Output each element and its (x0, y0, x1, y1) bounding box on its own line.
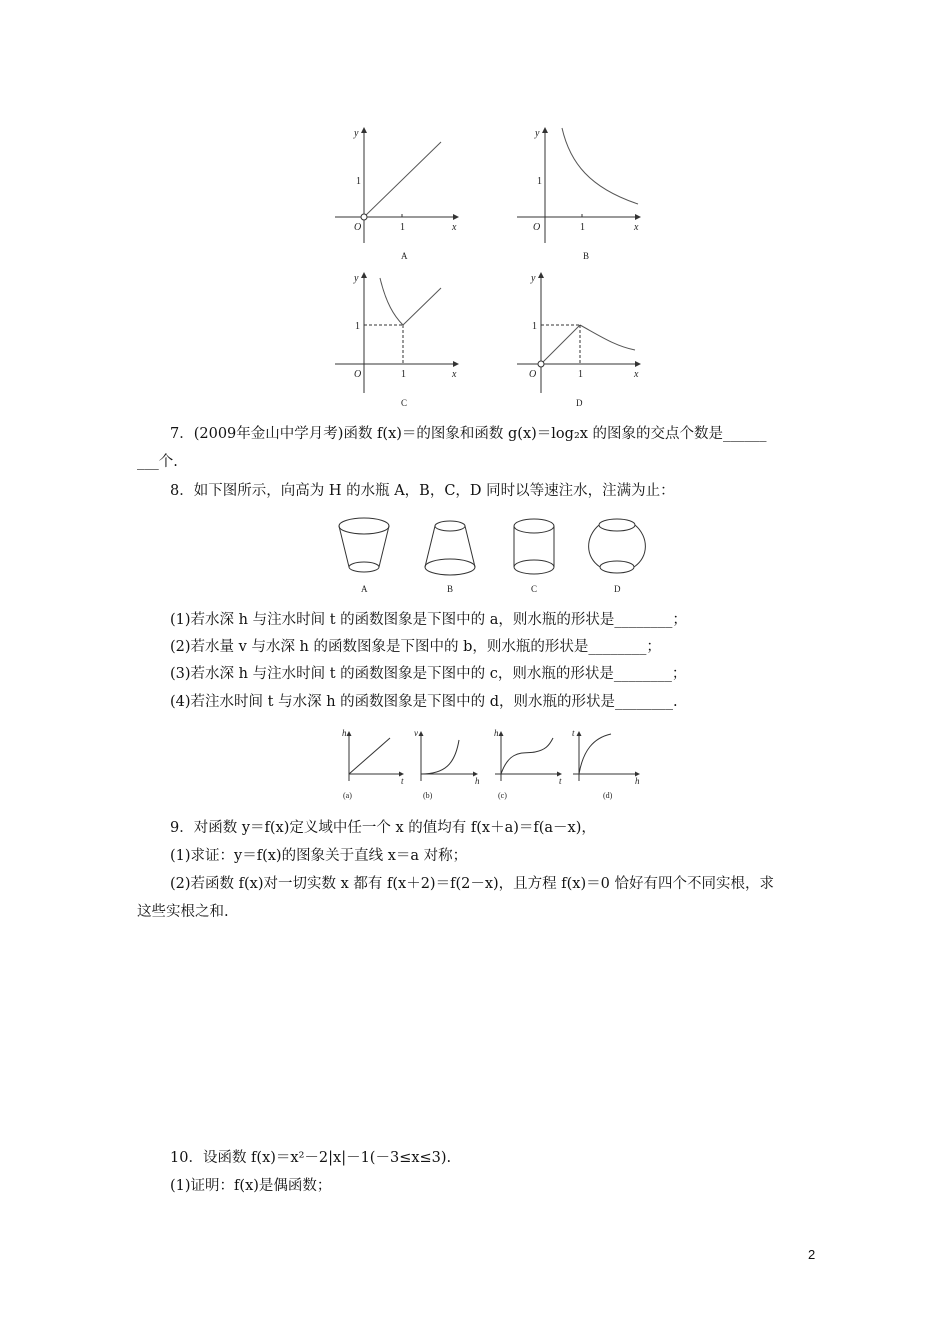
graph-d-origin: O (529, 369, 537, 380)
graph-c-y-label: y (354, 273, 359, 284)
graph-a-origin: O (354, 222, 362, 233)
q9-part2-line1: (2)若函数 f(x)对一切实数 x 都有 f(x＋2)＝f(2－x)，且方程 f(x)＝0 恰好有四个不同实根，求 (170, 876, 774, 892)
q8-intro: 8．如下图所示，向高为 H 的水瓶 A，B，C，D 同时以等速注水，注满为止： (170, 483, 675, 499)
graph-b-small-caption: (b) (423, 791, 433, 800)
graph-a-small-x: t (401, 776, 404, 786)
page-number: 2 (808, 1247, 816, 1262)
graph-d-x-label: x (634, 369, 639, 380)
q10-intro: 10．设函数 f(x)＝x²－2|x|－1(－3≤x≤3). (170, 1150, 452, 1166)
graph-a-small-caption: (a) (343, 791, 352, 800)
graph-a-small-y: h (342, 728, 347, 738)
q8-item-3: (3)若水深 h 与注水时间 t 的函数图象是下图中的 c，则水瓶的形状是________； (170, 666, 687, 682)
graph-c-caption: C (401, 398, 408, 408)
q8-item-2: (2)若水量 v 与水深 h 的函数图象是下图中的 b，则水瓶的形状是________； (170, 639, 661, 655)
q9-intro: 9．对函数 y＝f(x)定义域中任一个 x 的值均有 f(x＋a)＝f(a－x)， (170, 820, 596, 836)
graph-c-origin: O (354, 369, 362, 380)
q8-item-4: (4)若注水时间 t 与水深 h 的函数图象是下图中的 d，则水瓶的形状是________. (170, 694, 678, 710)
graph-d-x-one: 1 (578, 369, 583, 380)
graph-b-caption: B (583, 251, 590, 261)
graph-b-small-y: v (414, 728, 418, 738)
graph-a-y-one: 1 (356, 176, 361, 187)
graph-d-small-caption: (d) (603, 791, 613, 800)
q7-line1: 7．(2009年金山中学月考)函数 f(x)＝的图象和函数 g(x)＝log₂x 的图象的交点个数是______ (170, 426, 767, 442)
bottle-b-label: B (447, 584, 454, 594)
graph-d-small-y: t (572, 728, 575, 738)
rate-graphs-abcd (335, 726, 645, 806)
graph-d-y-one: 1 (532, 321, 537, 332)
q7-line2: ___个. (137, 454, 178, 470)
graph-c-x-one: 1 (401, 369, 406, 380)
graph-a-x-one: 1 (400, 222, 405, 233)
graph-b-small-x: h (475, 776, 480, 786)
graph-a-x-label: x (452, 222, 457, 233)
q9-part2-line2: 这些实根之和. (137, 904, 229, 920)
graph-a-caption: A (401, 251, 408, 261)
bottle-c-label: C (531, 584, 538, 594)
bottle-shapes (330, 512, 660, 596)
graph-d-caption: D (576, 398, 583, 408)
graph-d-y-label: y (531, 273, 536, 284)
graph-b-y-one: 1 (537, 176, 542, 187)
graph-b-x-one: 1 (580, 222, 585, 233)
q10-part1: (1)证明：f(x)是偶函数； (170, 1178, 332, 1194)
graph-b-y-label: y (535, 128, 540, 139)
graph-d-small-x: h (635, 776, 640, 786)
graph-c-small-caption: (c) (498, 791, 507, 800)
bottle-d-label: D (614, 584, 621, 594)
graph-b-origin: O (533, 222, 541, 233)
bottle-a-label: A (361, 584, 368, 594)
q8-item-1: (1)若水深 h 与注水时间 t 的函数图象是下图中的 a，则水瓶的形状是________； (170, 612, 687, 628)
q9-part1: (1)求证：y＝f(x)的图象关于直线 x＝a 对称； (170, 848, 468, 864)
graph-c-y-one: 1 (355, 321, 360, 332)
graph-c-small-y: h (494, 728, 499, 738)
graph-c-x-label: x (452, 369, 457, 380)
graph-a-y-label: y (354, 128, 359, 139)
graph-b-x-label: x (634, 222, 639, 233)
graph-c-small-x: t (559, 776, 562, 786)
function-graphs-abcd (330, 118, 660, 418)
